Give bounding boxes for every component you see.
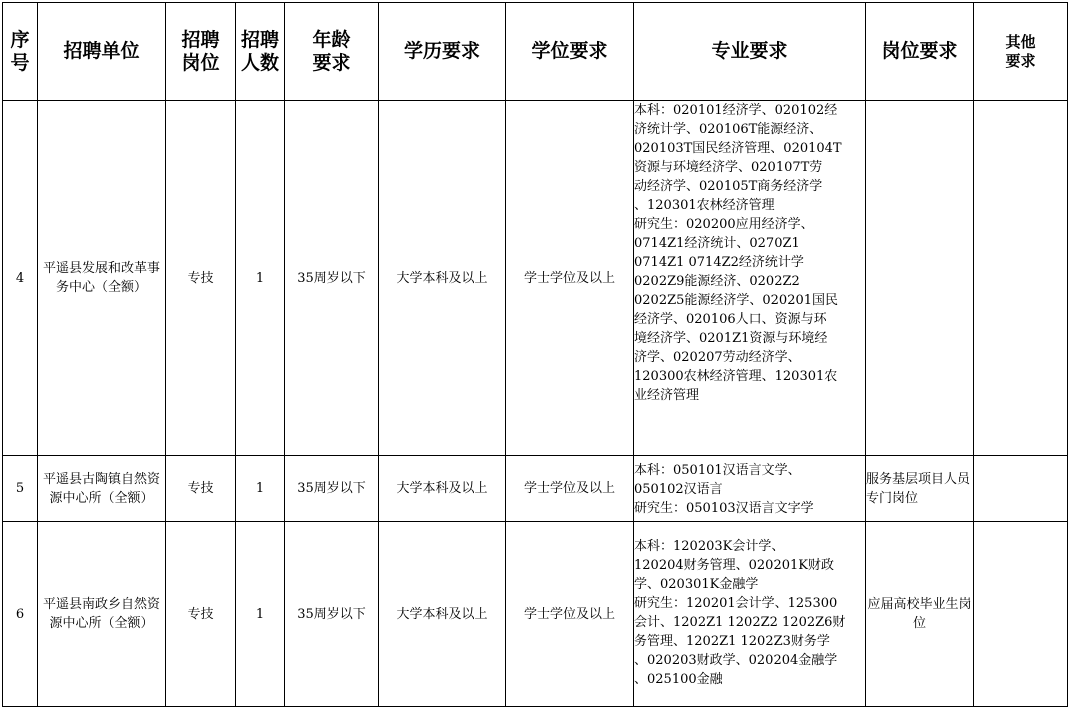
header-age: 年龄 要求 bbox=[285, 3, 379, 101]
cell-major: 本科：020101经济学、020102经 济统计学、020106T能源经济、 020103T国民经济管理、020104T 资源与环境经济学、020107T劳 动经济学、020105T商务经济学 、120301农林经济管理 研究生：020200应用经济学、 0714Z1经济统计、0270Z1 0714Z1 0714Z2经济统计学 0202Z9能源经济、0202Z2 0202Z5能源经济学、020201国民 经济学、020106人口、资源与环 境经济学、0201Z1资源与环境经 济学、020207劳动经济学、 120300农林经济管理、120301农 业经济管理 bbox=[634, 101, 866, 456]
cell-edu: 大学本科及以上 bbox=[379, 456, 506, 522]
header-post-req: 岗位要求 bbox=[866, 3, 974, 101]
cell-num: 1 bbox=[236, 522, 285, 707]
table-row bbox=[3, 456, 1068, 522]
header-num: 招聘 人数 bbox=[236, 3, 285, 101]
cell-unit: 平遥县南政乡自然资源中心所（全额） bbox=[38, 522, 166, 707]
header-seq: 序 号 bbox=[3, 3, 38, 101]
cell-num: 1 bbox=[236, 456, 285, 522]
cell-post-req bbox=[866, 101, 974, 456]
cell-edu: 大学本科及以上 bbox=[379, 522, 506, 707]
cell-post: 专技 bbox=[166, 456, 236, 522]
cell-seq: 4 bbox=[3, 101, 38, 456]
cell-age: 35周岁以下 bbox=[285, 101, 379, 456]
cell-degree: 学士学位及以上 bbox=[506, 456, 634, 522]
cell-other bbox=[974, 456, 1068, 522]
cell-post: 专技 bbox=[166, 522, 236, 707]
table-row bbox=[3, 101, 1068, 456]
header-row bbox=[3, 3, 1068, 101]
cell-degree: 学士学位及以上 bbox=[506, 522, 634, 707]
cell-major: 本科：120203K会计学、 120204财务管理、020201K财政 学、020301K金融学 研究生：120201会计学、125300 会计、1202Z1 1202Z2 1202Z6财 务管理、1202Z1 1202Z3财务学 、020203财政学、020204金融学 、025100金融 bbox=[634, 522, 866, 707]
cell-unit: 平遥县发展和改革事务中心（全额） bbox=[38, 101, 166, 456]
cell-seq: 5 bbox=[3, 456, 38, 522]
cell-num: 1 bbox=[236, 101, 285, 456]
cell-post-req: 应届高校毕业生岗位 bbox=[866, 522, 974, 707]
recruitment-table bbox=[2, 2, 1068, 707]
cell-edu: 大学本科及以上 bbox=[379, 101, 506, 456]
cell-major: 本科：050101汉语言文学、 050102汉语言 研究生：050103汉语言文字学 bbox=[634, 456, 866, 522]
cell-seq: 6 bbox=[3, 522, 38, 707]
header-unit: 招聘单位 bbox=[38, 3, 166, 101]
header-edu: 学历要求 bbox=[379, 3, 506, 101]
header-post: 招聘 岗位 bbox=[166, 3, 236, 101]
cell-degree: 学士学位及以上 bbox=[506, 101, 634, 456]
cell-other bbox=[974, 522, 1068, 707]
cell-age: 35周岁以下 bbox=[285, 522, 379, 707]
header-major: 专业要求 bbox=[634, 3, 866, 101]
cell-other bbox=[974, 101, 1068, 456]
header-other: 其他 要求 bbox=[974, 3, 1068, 101]
cell-age: 35周岁以下 bbox=[285, 456, 379, 522]
header-degree: 学位要求 bbox=[506, 3, 634, 101]
cell-post-req: 服务基层项目人员专门岗位 bbox=[866, 456, 974, 522]
cell-unit: 平遥县古陶镇自然资源中心所（全额） bbox=[38, 456, 166, 522]
cell-post: 专技 bbox=[166, 101, 236, 456]
table-row bbox=[3, 522, 1068, 707]
